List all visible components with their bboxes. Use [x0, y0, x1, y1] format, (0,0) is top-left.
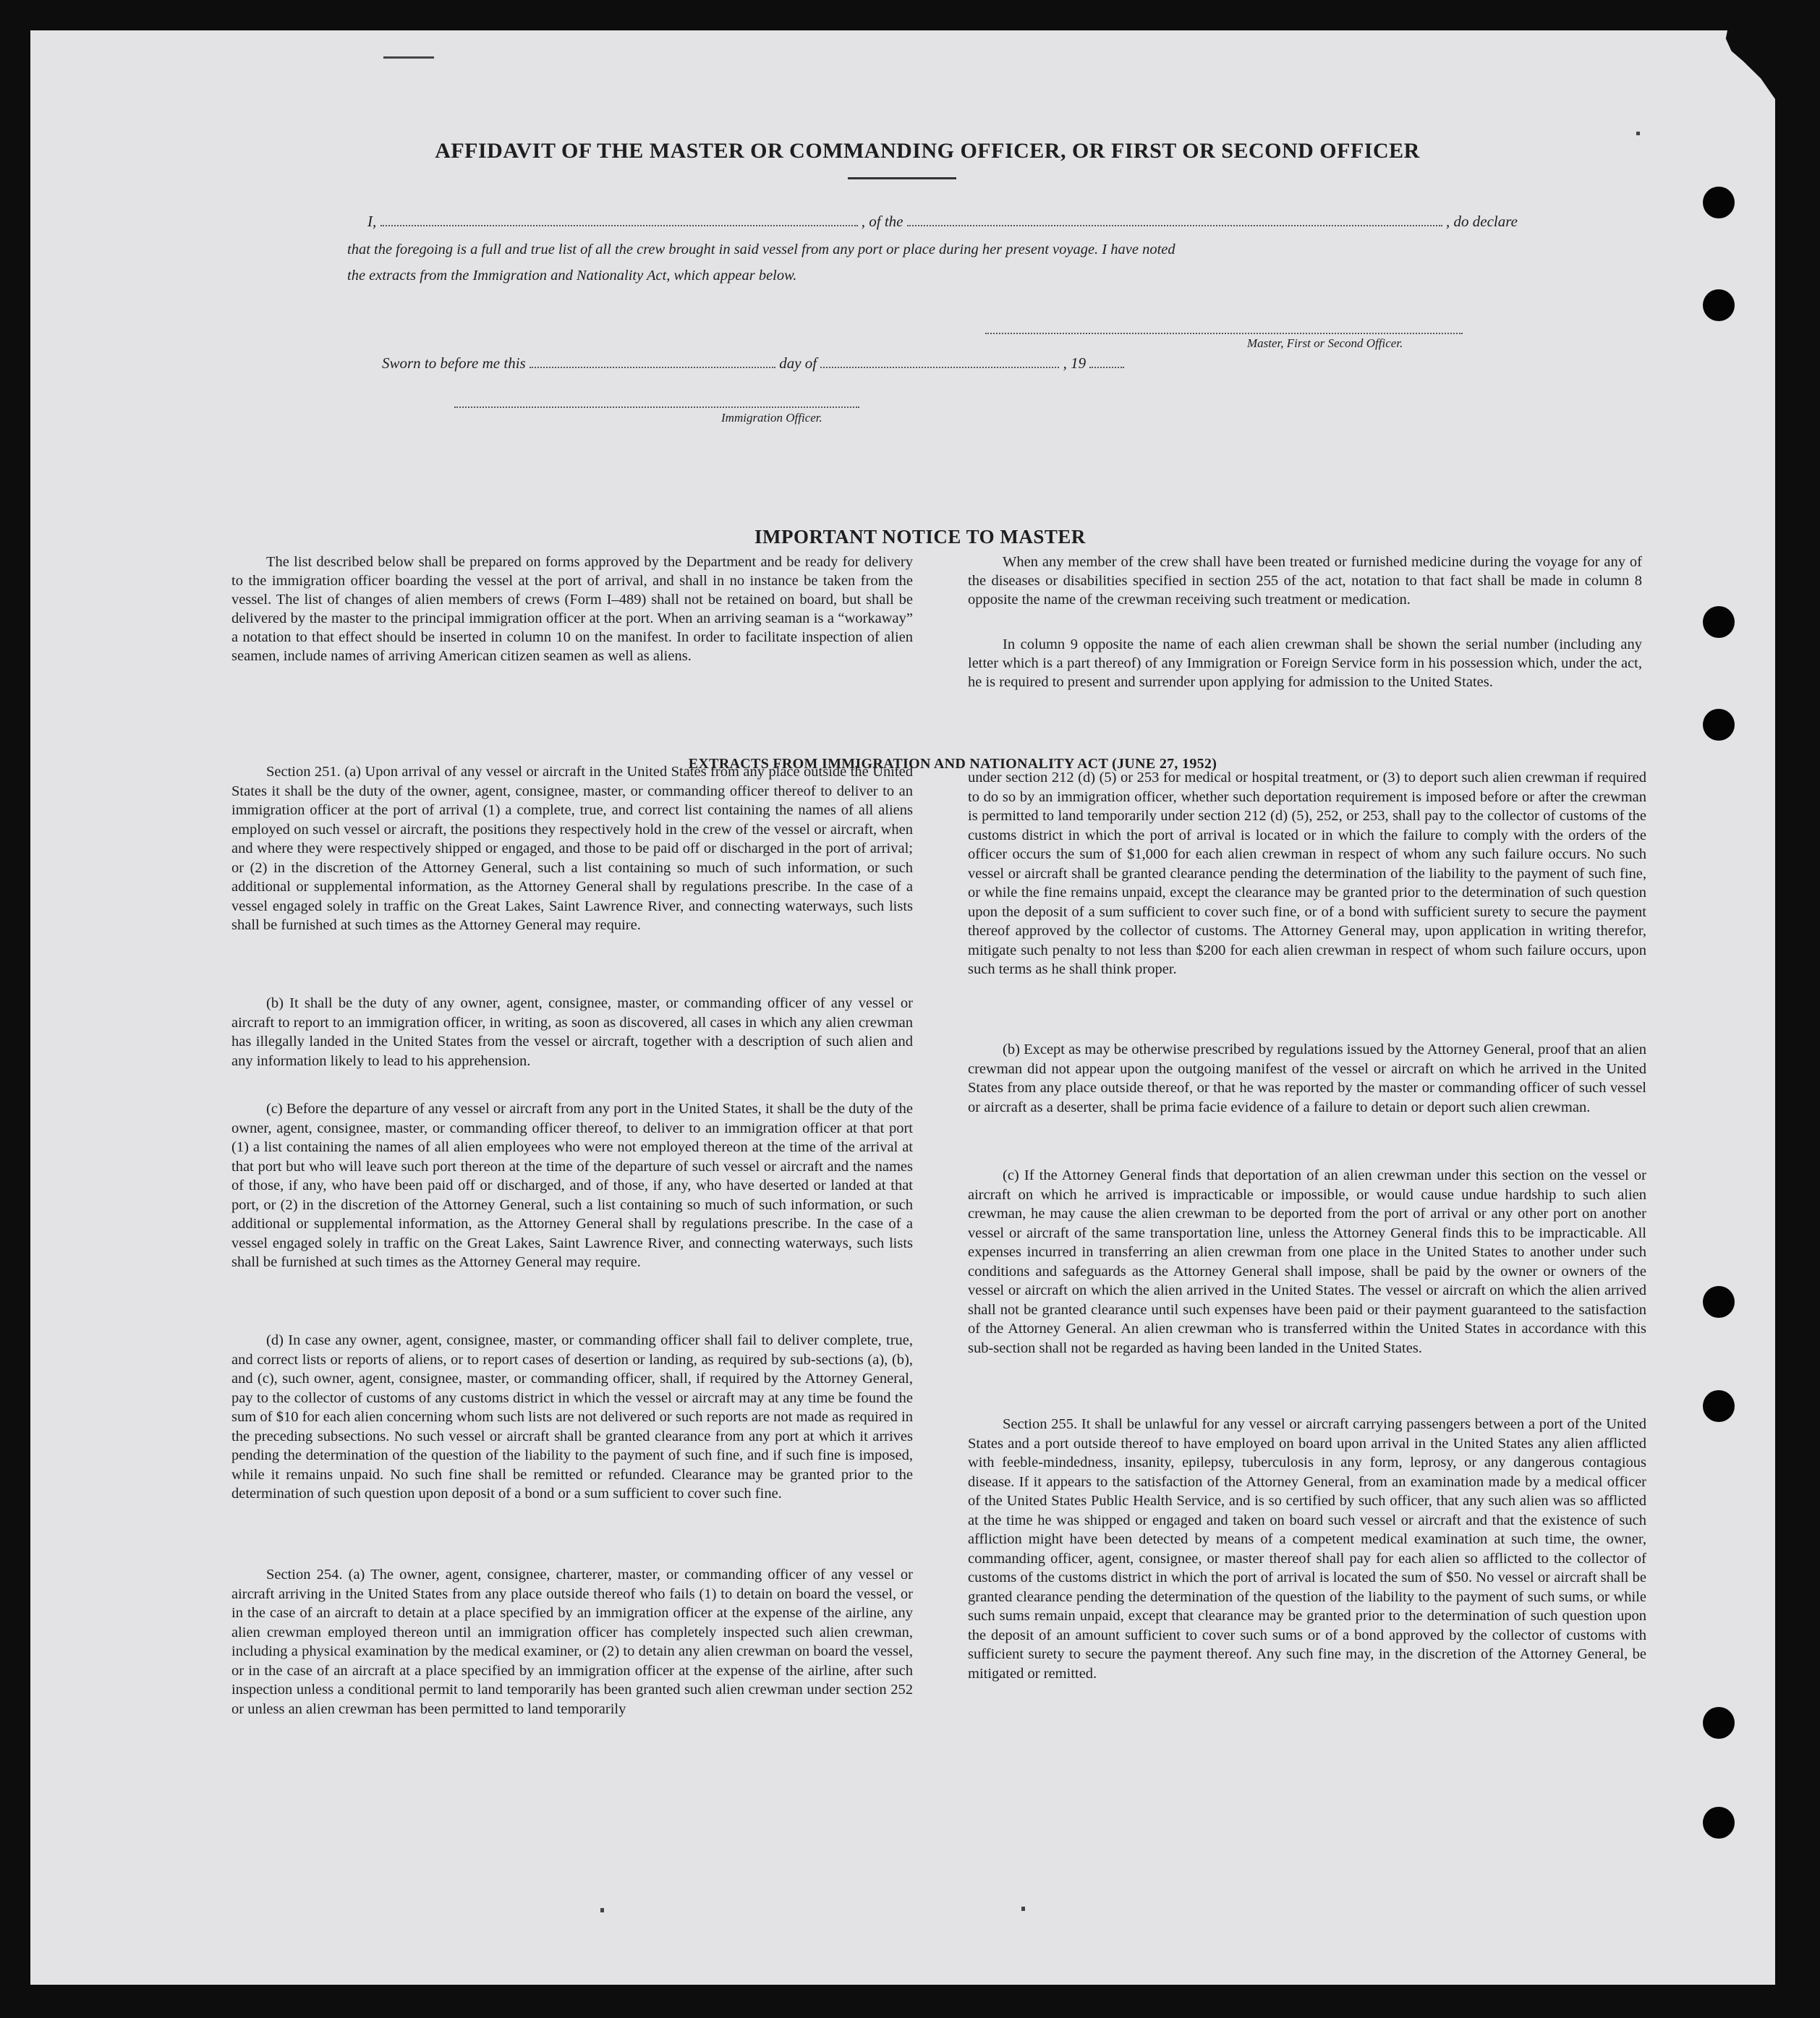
affidavit-title: AFFIDAVIT OF THE MASTER OR COMMANDING OFFICER, OR FIRST OR SECOND OFFICER — [435, 139, 1420, 163]
document-page — [30, 30, 1775, 1985]
notice-right-paragraph-1: When any member of the crew shall have been treated or furnished medicine during the voyage for any of the diseases or disabilities specified in section 255 of the act, notation to that fact shall be made in column 8 opposite the name of the crewman receiving such treatment or medication. — [968, 554, 1642, 608]
officer-caption: Immigration Officer. — [721, 411, 822, 425]
section-251-d: (d) In case any owner, agent, consignee, master, or commanding officer shall fail to deliver complete, true, and correct lists or reports of aliens, or to report cases of desertion or landing, as required by sub-sections (a), (b), and (c), such owner, agent, consignee, master, or commanding officer, shall, if required by the Attorney General, pay to the collector of customs of any customs district in which the vessel or aircraft may at any time be found the sum of $10 for each alien concerning whom such lists are not delivered or such reports are not made as required in the preceding subsections. No such vessel or aircraft shall be granted clearance from any port at which it arrives pending the determination of the question of the liability to the payment of such fine, and if such fine is imposed, while it remains unpaid. No such fine shall be remitted or refunded. Clearance may be granted prior to the determination of such question upon deposit of a bond or a sum sufficient to cover such fine. — [231, 1332, 913, 1502]
torn-corner — [1696, 30, 1775, 99]
scan-speck — [1636, 132, 1640, 135]
extracts-title: EXTRACTS FROM IMMIGRATION AND NATIONALITY ACT (JUNE 27, 1952) — [688, 756, 1217, 772]
section-254-a-cont: under section 212 (d) (5) or 253 for medical or hospital treatment, or (3) to deport such alien crewman if required to do so by an immigration officer, whether such deportation requirement is imposed before or after the crewman is permitted to land temporarily under section 212 (d) (5), 252, or 253, shall pay to the collector of customs of the customs district in which the port of arrival is located or in which the failure to comply with the orders of the officer occurs the sum of $1,000 for each alien crewman in respect of whom any such failure occurs. No such vessel or aircraft shall be granted clearance pending the determination of the liability to the payment of such fine, or while the fine remains unpaid, except the clearance may be granted prior to the determination of such question upon the deposit of a sum sufficient to cover such fine, or of a bond with sufficient surety to secure the payment thereof approved by the collector of customs. The Attorney General may, upon application in writing therefor, mitigate such penalty to not less than $200 for each alien crewman in respect of whom such failure occurs, upon such terms as he shall think proper. — [968, 770, 1646, 977]
day-field[interactable] — [530, 367, 775, 368]
punch-hole-icon — [1703, 1390, 1735, 1422]
name-field[interactable] — [380, 225, 858, 226]
of-the-label: , of the — [861, 213, 903, 230]
master-signature-line[interactable] — [985, 333, 1463, 334]
punch-hole-icon — [1703, 1807, 1735, 1839]
do-declare-label: , do declare — [1446, 213, 1518, 230]
master-caption: Master, First or Second Officer. — [1247, 336, 1403, 350]
declaration-line-2: the extracts from the Immigration and Nationality Act, which appear below. — [347, 268, 797, 284]
punch-hole-icon — [1703, 187, 1735, 218]
scan-speck — [600, 1908, 604, 1912]
notice-right-paragraph-2: In column 9 opposite the name of each alien crewman shall be shown the serial number (including any letter which is a part thereof) of any Immigration or Foreign Service form in his possession which, under the act, he is required to present and surrender upon applying for admission to the United States. — [968, 637, 1642, 690]
notice-title: IMPORTANT NOTICE TO MASTER — [754, 526, 1086, 548]
scan-speck — [1021, 1907, 1025, 1911]
punch-hole-icon — [1703, 1286, 1735, 1318]
title-rule — [848, 177, 956, 179]
declarant-line — [367, 213, 1518, 231]
section-251-b: (b) It shall be the duty of any owner, agent, consignee, master, or commanding officer of any vessel or aircraft to report to an immigration officer, in writing, as soon as discovered, all cases in which any alien crewman has illegally landed in the United States from the vessel or aircraft, together with a description of such alien and any information likely to lead to his apprehension. — [231, 995, 913, 1069]
day-of-label: day of — [779, 354, 817, 372]
officer-signature-line[interactable] — [454, 406, 859, 408]
declaration-line-1: that the foregoing is a full and true list of all the crew brought in said vessel from any port or place during her present voyage. I have noted — [347, 242, 1175, 257]
sworn-line — [382, 354, 1124, 372]
section-255: Section 255. It shall be unlawful for any vessel or aircraft carrying passengers between a port of the United States and a port outside thereof to have employed on board upon arrival in the United States any alien afflicted with feeble-mindedness, insanity, epilepsy, tuberculosis in any form, leprosy, or any dangerous contagious disease. If it appears to the satisfaction of the Attorney General, from an examination made by a medical officer of the United States Public Health Service, and is so certified by such officer, that any such alien was so afflicted at the time he was shipped or engaged and taken on board such vessel or aircraft and that the existence of such affliction might have been detected by means of a competent medical examination at such time, the owner, commanding officer, agent, consignee, or master thereof shall pay for each alien so afflicted to the collector of customs of the customs district in which the port of arrival is located the sum of $50. No vessel or aircraft shall be granted clearance pending the determination of the question of the liability to the payment of such sums, or while such sums remain unpaid, except that clearance may be granted prior to the determination of such question upon the deposit of an amount sufficient to cover such sums or of a bond approved by the collector of customs with sufficient surety to secure the payment thereof. Any such fine may, in the discretion of the Attorney General, be mitigated or remitted. — [968, 1416, 1646, 1682]
section-251-a: Section 251. (a) Upon arrival of any vessel or aircraft in the United States from any place outside the United States it shall be the duty of the owner, agent, consignee, master, or commanding officer thereof to deliver to an immigration officer at the port of arrival (1) a complete, true, and correct list containing the names of all aliens employed on such vessel or aircraft, the positions they respectively hold in the crew of the vessel or aircraft, when and where they were respectively shipped or engaged, and those to be paid off or discharged in the port of arrival; or (2) in the discretion of the Attorney General, such a list containing so much of such information, or such additional or supplemental information, as the Attorney General shall by regulations prescribe. In the case of a vessel engaged solely in traffic on the Great Lakes, Saint Lawrence River, and connecting waterways, such lists shall be furnished at such times as the Attorney General may require. — [231, 764, 913, 933]
punch-hole-icon — [1703, 709, 1735, 741]
scan-speck — [383, 56, 434, 59]
sworn-label: Sworn to before me this — [382, 354, 526, 372]
i-label: I, — [367, 213, 377, 230]
vessel-field[interactable] — [907, 225, 1442, 226]
punch-hole-icon — [1703, 1707, 1735, 1739]
notice-left-paragraph: The list described below shall be prepared on forms approved by the Department and be ready for delivery to the immigration officer boarding the vessel at the port of arrival, and shall in no instance be taken from the vessel. The list of changes of alien members of crews (Form I–489) shall not be retained on board, but shall be delivered by the master to the principal immigration officer at the port. When an arriving seaman is a “workaway” a notation to that effect should be inserted in column 10 on the manifest. In order to facilitate inspection of alien seamen, include names of arriving American citizen seamen as well as aliens. — [231, 554, 913, 664]
punch-hole-icon — [1703, 606, 1735, 638]
section-254-b: (b) Except as may be otherwise prescribed by regulations issued by the Attorney General, proof that an alien crewman did not appear upon the outgoing manifest of the vessel or aircraft on which he arrived in the United States from any place outside thereof, or that he was reported by the master or commanding officer of such vessel or aircraft as a deserter, shall be prima facie evidence of a failure to detain or deport such alien crewman. — [968, 1042, 1646, 1115]
section-254-a: Section 254. (a) The owner, agent, consignee, charterer, master, or commanding officer of any vessel or aircraft arriving in the United States from any place outside thereof who fails (1) to detain on board the vessel, or in the case of an aircraft to detain at a place specified by an immigration officer at the expense of the airline, any alien crewman employed thereon until an immigration officer has completely inspected such alien crewman, including a physical examination by the medical examiner, or (2) to detain any alien crewman on board the vessel, or in the case of an aircraft at a place specified by an immigration officer at the expense of the airline, after such inspection unless a conditional permit to land temporarily has been granted such alien crewman under section 252 or unless an alien crewman has been permitted to land temporarily — [231, 1567, 913, 1717]
year-field[interactable] — [1089, 367, 1124, 368]
punch-hole-icon — [1703, 289, 1735, 321]
year-label: , 19 — [1063, 354, 1087, 372]
month-field[interactable] — [820, 367, 1059, 368]
section-254-c: (c) If the Attorney General finds that deportation of an alien crewman under this section on the vessel or aircraft on which he arrived is impracticable or impossible, or would cause undue hardship to such alien crewman, he may cause the alien crewman to be deported from the port of arrival or any other port on another vessel or aircraft of the same transportation line, unless the Attorney General finds this to be impracticable. All expenses incurred in transferring an alien crewman from one place in the United States to another under such conditions and safeguards as the Attorney General shall impose, shall be paid by the owner or owners of the vessel or aircraft on which the alien arrived in the United States. The vessel or aircraft on which the alien arrived shall not be granted clearance until such expenses have been paid or their payment guaranteed to the satisfaction of the Attorney General. An alien crewman who is transferred within the United States in accordance with this sub-section shall not be regarded as having been landed in the United States. — [968, 1167, 1646, 1356]
section-251-c: (c) Before the departure of any vessel or aircraft from any port in the United States, it shall be the duty of the owner, agent, consignee, master, or commanding officer thereof, to deliver to an immigration officer at that port (1) a list containing the names of all alien employees who were not employed thereon at the time of the arrival at that port but who will leave such port thereon at the time of the departure of such vessel or aircraft and the names of those, if any, who have been paid off or discharged, and of those, if any, who have deserted or landed at that port, or (2) in the discretion of the Attorney General, such a list containing so much of such information, or such additional or supplemental information, as the Attorney General shall by regulations prescribe. In the case of a vessel engaged solely in traffic on the Great Lakes, Saint Lawrence River, and connecting waterways, such lists shall be furnished at such times as the Attorney General may require. — [231, 1101, 913, 1270]
